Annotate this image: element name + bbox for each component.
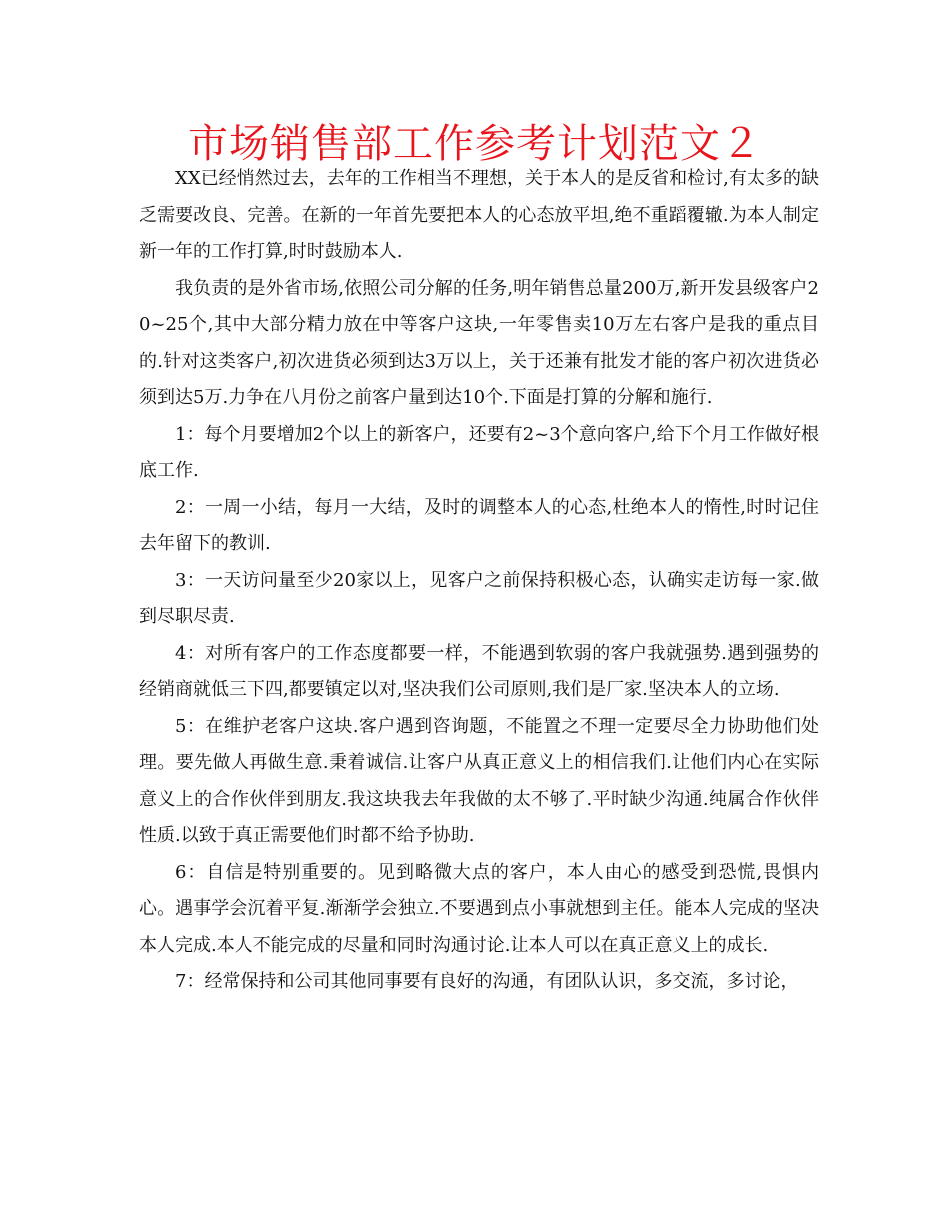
document-title: 市场销售部工作参考计划范文２ [188,121,762,167]
document-body [139,161,819,1001]
paragraph-item-3: 3：一天访问量至少20家以上，见客户之前保持积极心态，认确实走访每一家.做到尽职尽责. [139,569,819,627]
paragraph-item-2: 2：一周一小结，每月一大结，及时的调整本人的心态,杜绝本人的惰性,时时记住去年留下的教训. [139,496,819,554]
paragraph-item-4: 4：对所有客户的工作态度都要一样，不能遇到软弱的客户我就强势.遇到强势的经销商就低三下四,都要镇定以对,坚决我们公司原则,我们是厂家.坚决本人的立场. [139,642,819,700]
paragraph-item-1: 1：每个月要增加2个以上的新客户，还要有2~3个意向客户,给下个月工作做好根底工作. [139,423,819,481]
paragraph-market-plan: 我负责的是外省市场,依照公司分解的任务,明年销售总量200万,新开发县级客户20~25个,其中大部分精力放在中等客户这块,一年零售卖10万左右客户是我的重点目的.针对这类客户,初次进货必须到达3万以上，关于还兼有批发才能的客户初次进货必须到达5万.力争在八月份之前客户量到达10个.下面是打算的分解和施行. [139,277,819,408]
paragraph-item-5: 5：在维护老客户这块.客户遇到咨询题，不能置之不理一定要尽全力协助他们处理。要先做人再做生意.秉着诚信.让客户从真正意义上的相信我们.让他们内心在实际意义上的合作伙伴到朋友.我这块我去年我做的太不够了.平时缺少沟通.纯属合作伙伴性质.以致于真正需要他们时都不给予协助. [139,715,819,846]
paragraph-intro: XX已经悄然过去，去年的工作相当不理想，关于本人的是反省和检讨,有太多的缺乏需要改良、完善。在新的一年首先要把本人的心态放平坦,绝不重蹈覆辙.为本人制定新一年的工作打算,时时鼓励本人. [139,168,819,262]
paragraph-item-6: 6：自信是特别重要的。见到略微大点的客户，本人由心的感受到恐慌,畏惧内心。遇事学会沉着平复.渐渐学会独立.不要遇到点小事就想到主任。能本人完成的坚决本人完成.本人不能完成的尽量和同时沟通讨论.让本人可以在真正意义上的成长. [139,861,819,956]
paragraph-item-7: 7：经常保持和公司其他同事要有良好的沟通，有团队认识，多交流，多讨论， [175,971,799,992]
